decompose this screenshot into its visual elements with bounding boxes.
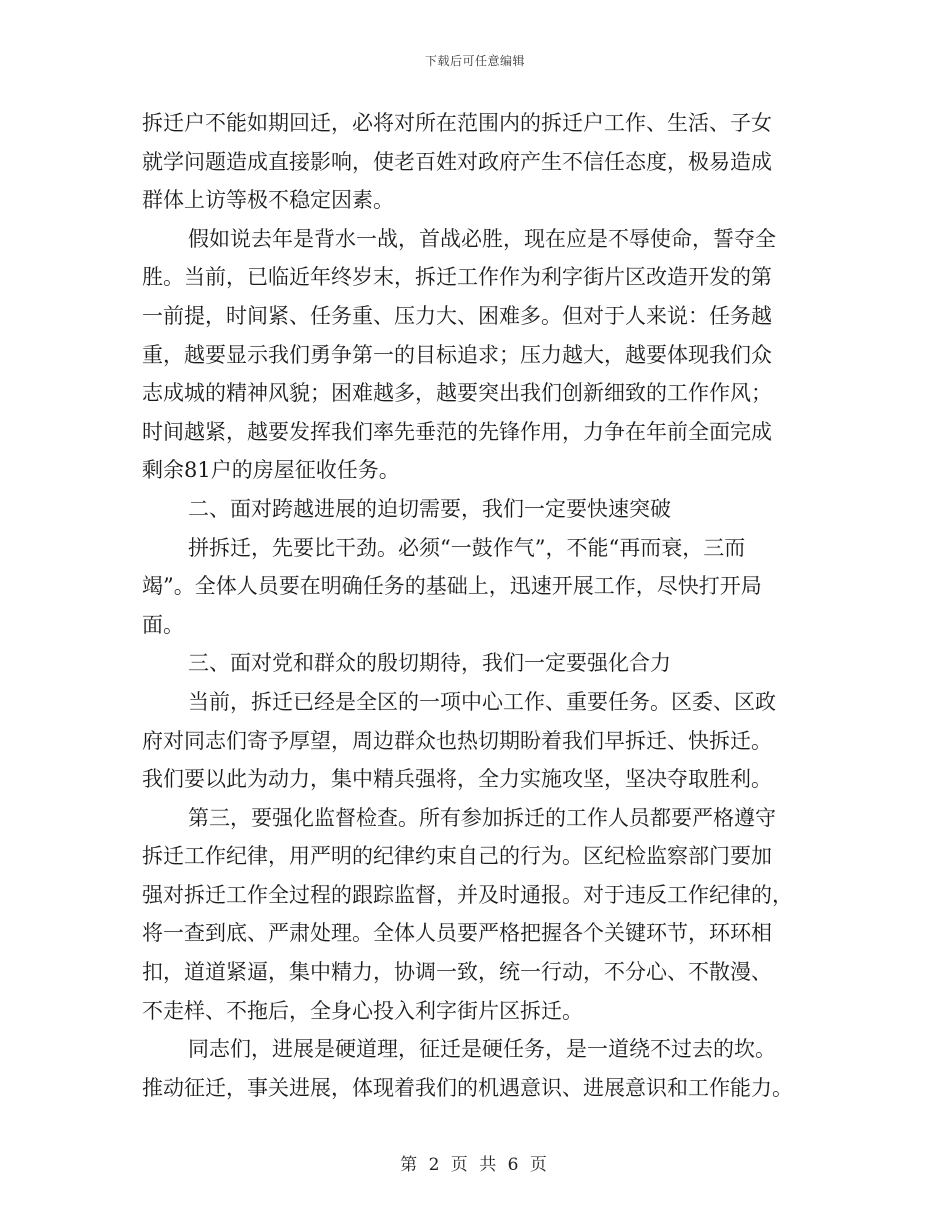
page-number: 第 2 页 共 6 页 [400, 1155, 550, 1175]
body-line: 将一查到底、严肃处理。全体人员要严格把握各个关键环节，环环相 [142, 921, 772, 946]
body-line: 重，越要显示我们勇争第一的目标追求；压力越大，越要体现我们众 [142, 342, 772, 367]
paragraph-start-line: 假如说去年是背水一战，首战必胜，现在应是不辱使命，誓夺全 [188, 226, 776, 251]
body-line: 竭”。全体人员要在明确任务的基础上，迅速开展工作，尽快打开局 [142, 574, 762, 599]
body-line: 胜。当前，已临近年终岁末，拆迁工作作为利字街片区改造开发的第 [142, 265, 772, 290]
paragraph-start-line: 拼拆迁，先要比干劲。必须“一鼓作气”，不能“再而衰，三而 [188, 535, 746, 560]
body-line: 时间越紧，越要发挥我们率先垂范的先锋作用，力争在年前全面完成 [142, 419, 772, 444]
body-line: 我们要以此为动力，集中精兵强将，全力实施攻坚，坚决夺取胜利。 [142, 767, 772, 792]
body-line: 府对同志们寄予厚望，周边群众也热切期盼着我们早拆迁、快拆迁。 [142, 728, 772, 753]
body-line: 志成城的精神风貌；困难越多，越要突出我们创新细致的工作作风； [142, 381, 772, 406]
body-line: 面。 [142, 612, 184, 637]
section-heading-2: 二、面对跨越进展的迫切需要，我们一定要快速突破 [188, 496, 671, 521]
body-line: 群体上访等极不稳定因素。 [142, 188, 394, 213]
body-line: 拆迁户不能如期回迁，必将对所在范围内的拆迁户工作、生活、子女 [142, 111, 772, 135]
body-line: 强对拆迁工作全过程的跟踪监督，并及时通报。对于违反工作纪律的， [142, 882, 793, 907]
body-line: 一前提，时间紧、任务重、压力大、困难多。但对于人来说：任务越 [142, 303, 772, 328]
body-line: 就学问题造成直接影响，使老百姓对政府产生不信任态度，极易造成 [142, 149, 772, 174]
section-heading-3: 三、面对党和群众的殷切期待，我们一定要强化合力 [188, 651, 671, 676]
body-line: 不走样、不拖后，全身心投入利字街片区拆迁。 [142, 998, 583, 1023]
document-body [142, 104, 808, 1107]
body-line: 拆迁工作纪律，用严明的纪律约束自己的行为。区纪检监察部门要加 [142, 844, 772, 869]
body-line: 扣，道道紧逼，集中精力，协调一致，统一行动，不分心、不散漫、 [142, 960, 772, 985]
page-header-note: 下载后可任意编辑 [424, 54, 525, 68]
paragraph-start-line: 第三，要强化监督检查。所有参加拆迁的工作人员都要严格遵守 [188, 805, 776, 830]
body-line: 剩余81户的房屋征收任务。 [142, 458, 400, 483]
body-line: 推动征迁，事关进展，体现着我们的机遇意识、进展意识和工作能力。 [142, 1075, 793, 1100]
paragraph-start-line: 同志们，进展是硬道理，征迁是硬任务，是一道绕不过去的坎。 [188, 1037, 776, 1062]
paragraph-start-line: 当前，拆迁已经是全区的一项中心工作、重要任务。区委、区政 [188, 689, 776, 714]
